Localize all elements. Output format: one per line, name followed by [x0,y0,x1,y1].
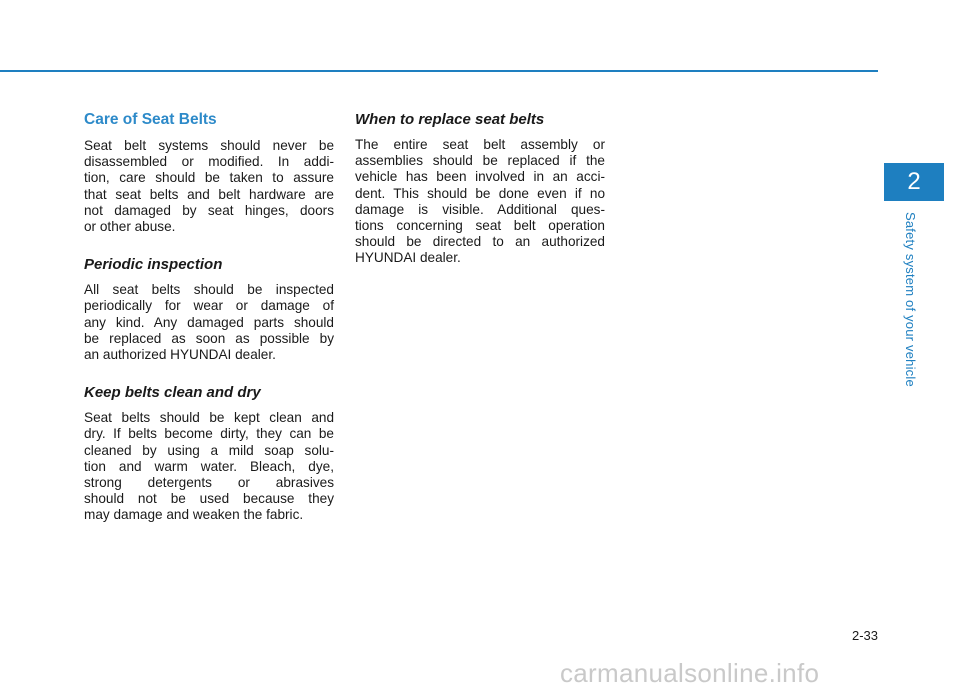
text-line: dent. This should be done even if no [355,185,605,201]
text-line: cleaned by using a mild soap solu- [84,442,334,458]
chapter-number: 2 [907,168,921,195]
text-line: tions concerning seat belt operation [355,218,605,234]
text-line: an authorized HYUNDAI dealer. [84,347,276,363]
text-line: vehicle has been involved in an acci- [355,169,605,185]
text-line: may damage and weaken the fabric. [84,507,304,523]
text-line: that seat belts and belt hardware are [84,186,334,202]
text-line: strong detergents or abrasives [84,475,334,491]
text-line: dry. If belts become dirty, they can be [84,426,334,442]
text-line: tion and warm water. Bleach, dye, [84,458,334,474]
section-title-care-of-seat-belts: Care of Seat Belts [84,111,217,128]
intro-paragraph [84,138,334,235]
text-line: Seat belt systems should never be [84,138,334,153]
text-line: assemblies should be replaced if the [355,153,605,169]
chapter-label-text: Safety system of your vehicle [903,212,918,387]
left-column [84,111,334,545]
text-line: should be directed to an authorized [355,234,605,250]
text-line: disassembled or modified. In addi- [84,154,334,170]
watermark: carmanualsonline.info [560,658,820,688]
keep-belts-clean-paragraph [84,410,334,523]
text-line: periodically for wear or damage of [84,298,334,314]
subsection-title-when-to-replace: When to replace seat belts [355,111,545,128]
text-line: The entire seat belt assembly or [355,137,605,152]
text-line: tion, care should be taken to assure [84,170,334,186]
text-line: HYUNDAI dealer. [355,250,461,266]
text-line: Seat belts should be kept clean and [84,410,334,426]
subsection-title-keep-belts-clean: Keep belts clean and dry [84,384,261,402]
chapter-tab[interactable] [884,163,944,201]
text-line: All seat belts should be inspected [84,282,334,298]
header-rule [0,70,878,72]
periodic-inspection-paragraph [84,282,334,363]
page-number: 2-33 [851,628,878,643]
text-line: should not be used because they [84,491,334,507]
text-line: damage is visible. Additional ques- [355,201,605,217]
text-line: or other abuse. [84,219,176,235]
text-line: be replaced as soon as possible by [84,330,334,346]
when-to-replace-paragraph [355,137,605,267]
right-column [355,111,605,288]
chapter-side-label [900,212,920,402]
subsection-title-periodic-inspection: Periodic inspection [84,256,223,274]
text-line: any kind. Any damaged parts should [84,314,334,330]
text-line: not damaged by seat hinges, doors [84,202,334,218]
